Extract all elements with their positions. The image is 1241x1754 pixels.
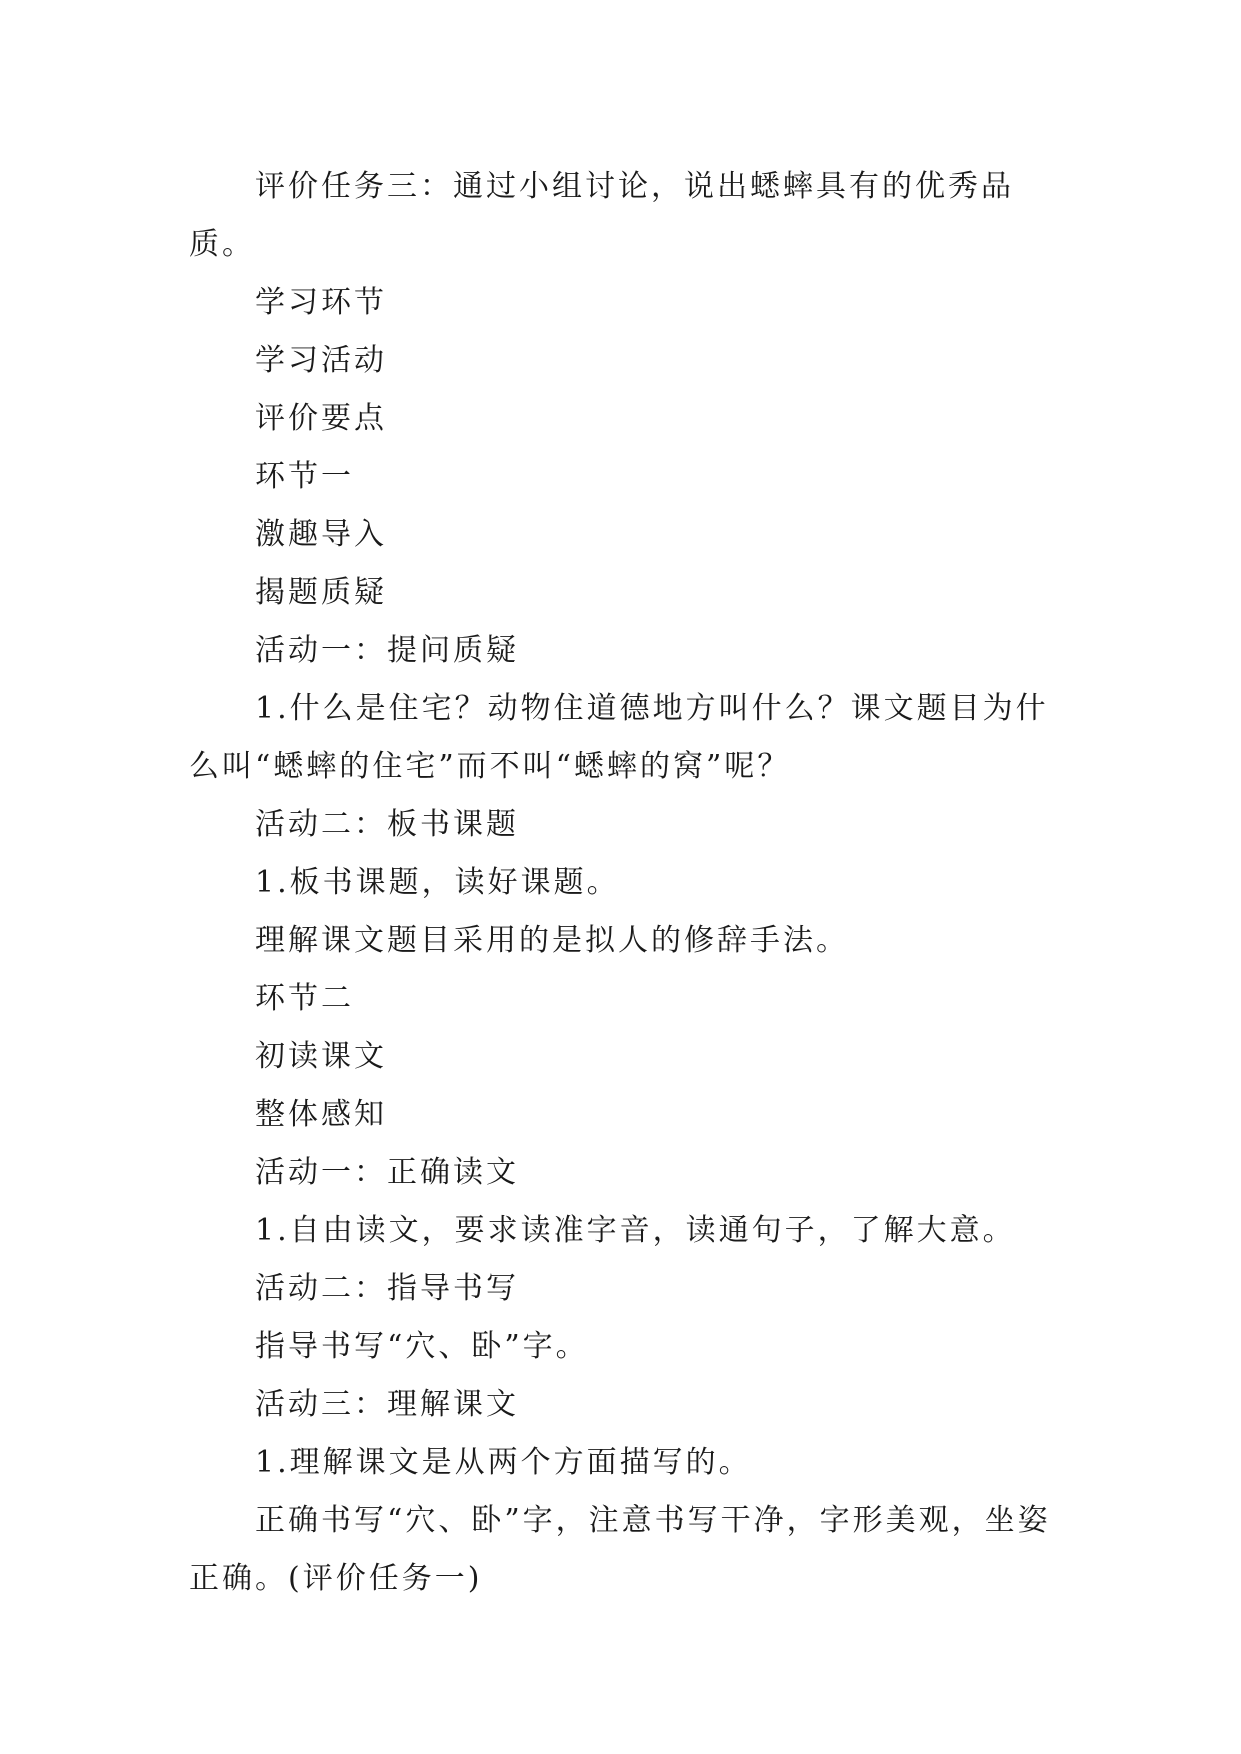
paragraph: 初读课文 [255, 1039, 387, 1074]
paragraph: 活动二：板书课题 [255, 807, 519, 842]
paragraph: 1.板书课题，读好课题。 [255, 865, 620, 900]
paragraph: 环节二 [255, 981, 354, 1016]
paragraph: 活动一：提问质疑 [255, 633, 519, 668]
paragraph: 评价任务三：通过小组讨论，说出蟋蟀具有的优秀品质。 [189, 169, 1014, 262]
paragraph: 理解课文题目采用的是拟人的修辞手法。 [255, 923, 849, 958]
paragraph: 整体感知 [255, 1097, 387, 1132]
paragraph: 1.自由读文，要求读准字音，读通句子，了解大意。 [255, 1213, 1016, 1248]
paragraph: 活动一：正确读文 [255, 1155, 519, 1190]
paragraph: 活动二：指导书写 [255, 1271, 519, 1306]
paragraph: 学习环节 [255, 285, 387, 320]
paragraph: 学习活动 [255, 343, 387, 378]
paragraph: 揭题质疑 [255, 575, 387, 610]
paragraph: 评价要点 [255, 401, 387, 436]
paragraph: 环节一 [255, 459, 354, 494]
paragraph: 1.理解课文是从两个方面描写的。 [255, 1445, 752, 1480]
paragraph: 活动三：理解课文 [255, 1387, 519, 1422]
paragraph: 指导书写“穴、卧”字。 [255, 1329, 589, 1364]
paragraph: 激趣导入 [255, 517, 387, 552]
paragraph: 1.什么是住宅？动物住道德地方叫什么？课文题目为什么叫“蟋蟀的住宅”而不叫“蟋蟀的窝”呢？ [189, 691, 1049, 784]
document-body [189, 158, 1051, 1608]
paragraph: 正确书写“穴、卧”字，注意书写干净，字形美观，坐姿正确。(评价任务一) [189, 1503, 1051, 1596]
